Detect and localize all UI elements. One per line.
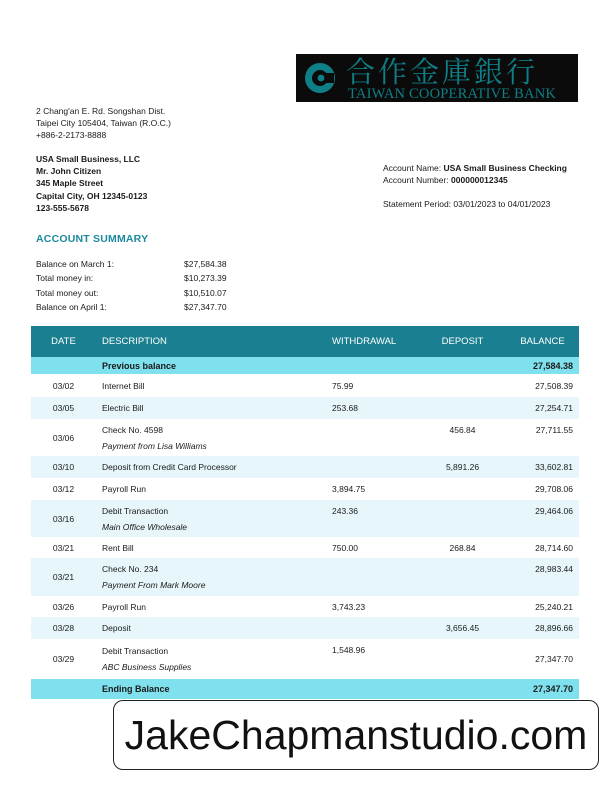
row-balance: 25,240.21 [535, 601, 573, 612]
row-date: 03/16 [52, 513, 75, 524]
row-balance: 27,711.55 [535, 425, 573, 435]
row-balance: 29,708.06 [535, 484, 573, 494]
customer-address [36, 153, 147, 214]
bank-name-chinese: 合作金庫銀行 [346, 55, 539, 89]
table-row [31, 419, 579, 456]
summary-value: $27,347.70 [184, 301, 227, 312]
row-withdrawal: 75.99 [332, 380, 354, 391]
row-date: 03/05 [52, 403, 75, 413]
row-date: 03/06 [52, 432, 75, 443]
row-date: 03/29 [52, 654, 75, 664]
row-description-note: Payment From Mark Moore [102, 580, 206, 590]
summary-label: Total money in: [36, 273, 94, 284]
customer-street: 345 Maple Street [36, 178, 104, 189]
account-summary-title: ACCOUNT SUMMARY [36, 233, 149, 245]
header-date: DATE [51, 336, 76, 347]
ending-balance-label: Ending Balance [102, 684, 170, 694]
row-balance: 27,254.71 [535, 403, 573, 413]
row-withdrawal: 243.36 [332, 506, 358, 516]
table-row [31, 537, 579, 558]
table-row [31, 596, 579, 617]
table-row [31, 478, 579, 500]
row-balance: 27,508.39 [535, 380, 573, 391]
header-withdrawal: WITHDRAWAL [332, 336, 397, 347]
row-description: Payroll Run [102, 484, 146, 494]
row-description-cell [96, 506, 332, 532]
summary-row [36, 257, 227, 271]
watermark-banner: JakeChapmanstudio.com [113, 700, 599, 770]
account-info [383, 162, 567, 210]
previous-balance-row [31, 357, 579, 374]
bank-address-line: 2 Chang'an E. Rd. Songshan Dist. [36, 106, 166, 116]
row-description-note: Main Office Wholesale [102, 521, 188, 532]
account-name-row [383, 162, 567, 174]
account-number-row [383, 174, 567, 186]
row-description: Payroll Run [102, 601, 146, 612]
row-description-cell [96, 425, 332, 451]
summary-value: $10,273.39 [184, 273, 227, 284]
row-date: 03/21 [52, 572, 75, 582]
table-row [31, 374, 579, 397]
bank-logo-mark-icon [302, 60, 338, 96]
row-description: Check No. 234 [102, 564, 159, 574]
row-withdrawal: 3,894.75 [332, 484, 366, 494]
row-description: Check No. 4598 [102, 424, 163, 435]
row-date: 03/02 [52, 380, 75, 391]
row-withdrawal: 3,743.23 [332, 601, 366, 612]
row-deposit: 456.84 [449, 425, 476, 435]
account-number-label: Account Number: [383, 175, 449, 185]
row-description: Rent Bill [102, 542, 134, 553]
customer-contact: Mr. John Citizen [36, 166, 102, 177]
customer-phone: 123-555-5678 [36, 202, 89, 213]
header-description: DESCRIPTION [102, 336, 167, 347]
row-balance: 33,602.81 [535, 462, 573, 472]
row-description-cell [96, 646, 332, 672]
row-description: Deposit [102, 623, 131, 633]
row-withdrawal: 750.00 [332, 542, 358, 553]
table-row [31, 397, 579, 419]
row-date: 03/21 [52, 542, 75, 553]
table-header [31, 326, 579, 357]
row-description-note: ABC Business Supplies [102, 662, 192, 672]
previous-balance-value: 27,584.38 [532, 360, 573, 371]
table-row [31, 617, 579, 639]
summary-row [36, 300, 227, 314]
ending-balance-row [31, 679, 579, 699]
ending-balance-value: 27,347.70 [532, 684, 573, 694]
row-balance: 27,347.70 [535, 654, 573, 664]
row-description: Debit Transaction [102, 505, 169, 516]
bank-address-line: Taipei City 105404, Taiwan (R.O.C.) [36, 118, 171, 128]
account-name-value: USA Small Business Checking [443, 163, 567, 173]
row-balance: 28,896.66 [535, 623, 573, 633]
row-deposit: 5,891.26 [445, 462, 480, 472]
summary-row [36, 271, 227, 285]
customer-city: Capital City, OH 12345-0123 [36, 190, 148, 201]
row-date: 03/26 [52, 601, 75, 612]
bank-phone: +886-2-2173-8888 [36, 130, 107, 140]
row-balance: 29,464.06 [535, 506, 573, 516]
row-description: Electric Bill [102, 403, 144, 413]
row-date: 03/10 [52, 462, 75, 472]
row-date: 03/28 [52, 623, 75, 633]
bank-logo [296, 54, 578, 102]
customer-company: USA Small Business, LLC [36, 154, 141, 164]
bank-name-english: TAIWAN COOPERATIVE BANK [348, 86, 557, 102]
header-deposit: DEPOSIT [441, 336, 484, 347]
summary-row [36, 286, 227, 300]
summary-label: Balance on April 1: [36, 301, 107, 312]
table-row [31, 500, 579, 537]
summary-value: $10,510.07 [184, 287, 227, 298]
row-deposit: 3,656.45 [445, 623, 480, 633]
row-deposit: 268.84 [449, 542, 476, 553]
row-description: Deposit from Credit Card Processor [102, 462, 237, 472]
bank-address [36, 105, 171, 141]
row-description-cell [96, 564, 332, 590]
transactions-table [31, 326, 579, 699]
table-row [31, 558, 579, 596]
row-withdrawal: 253.68 [332, 403, 358, 413]
row-date: 03/12 [52, 484, 75, 494]
summary-label: Total money out: [36, 287, 99, 298]
row-description: Internet Bill [102, 380, 145, 391]
summary-value: $27,584.38 [184, 259, 227, 269]
summary-label: Balance on March 1: [36, 259, 114, 269]
header-balance: BALANCE [520, 336, 565, 347]
account-summary [36, 257, 227, 314]
row-balance: 28,714.60 [535, 542, 573, 553]
row-balance: 28,983.44 [535, 564, 573, 574]
account-number-value: 000000012345 [451, 175, 508, 185]
table-row [31, 456, 579, 478]
account-name-label: Account Name: [383, 163, 442, 173]
previous-balance-label: Previous balance [102, 360, 177, 371]
row-description-note: Payment from Lisa Williams [102, 440, 207, 451]
table-row [31, 639, 579, 679]
statement-period: Statement Period: 03/01/2023 to 04/01/2023 [383, 199, 551, 209]
row-description: Debit Transaction [102, 646, 169, 656]
row-withdrawal: 1,548.96 [332, 645, 366, 655]
